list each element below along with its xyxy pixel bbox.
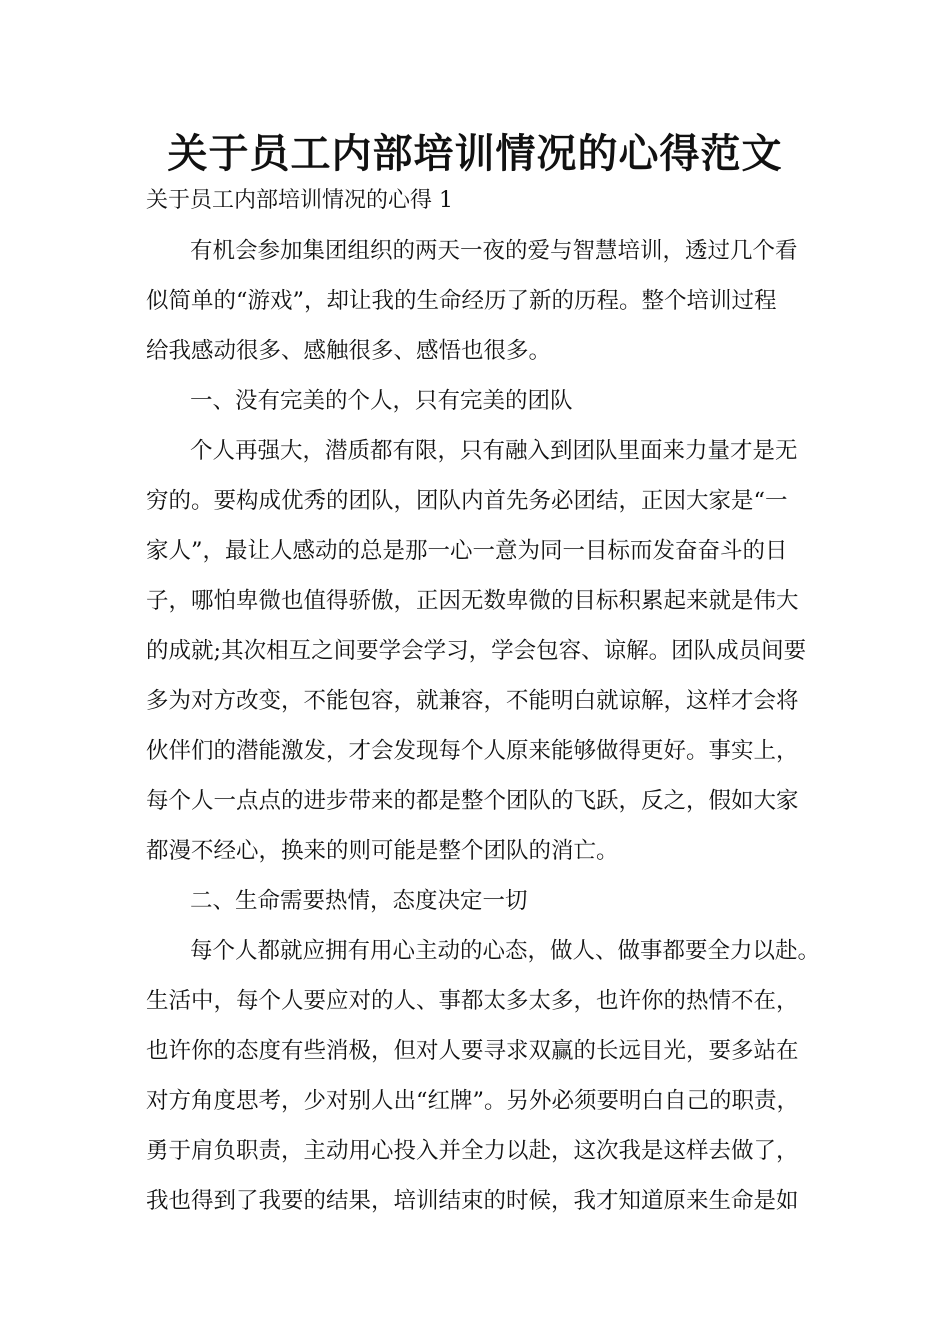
- paragraph-line: 每个人一点点的进步带来的都是整个团队的飞跃，反之，假如大家: [146, 788, 799, 814]
- paragraph-line: 都漫不经心，换来的则可能是整个团队的消亡。: [146, 838, 619, 864]
- paragraph-line: 子，哪怕卑微也值得骄傲，正因无数卑微的目标积累起来就是伟大: [146, 588, 799, 614]
- paragraph-line: 对方角度思考，少对别人出“红牌”。另外必须要明白自己的职责，: [146, 1088, 800, 1114]
- paragraph-line: 勇于肩负职责，主动用心投入并全力以赴，这次我是这样去做了，: [146, 1138, 799, 1164]
- paragraph-line: 有机会参加集团组织的两天一夜的爱与智慧培训，透过几个看: [190, 238, 798, 264]
- document-subtitle: 关于员工内部培训情况的心得 1: [146, 188, 453, 213]
- paragraph-line: 个人再强大，潜质都有限，只有融入到团队里面来力量才是无: [190, 438, 798, 464]
- paragraph-line: 每个人都就应拥有用心主动的心态，做人、做事都要全力以赴。: [190, 938, 821, 964]
- section-heading: 二、生命需要热情，态度决定一切: [190, 888, 528, 914]
- paragraph-line: 伙伴们的潜能激发，才会发现每个人原来能够做得更好。事实上，: [146, 738, 799, 764]
- paragraph-line: 给我感动很多、感触很多、感悟也很多。: [146, 338, 552, 364]
- paragraph-line: 家人”，最让人感动的总是那一心一意为同一目标而发奋奋斗的日: [146, 538, 788, 564]
- paragraph-line: 生活中，每个人要应对的人、事都太多太多，也许你的热情不在，: [146, 988, 799, 1014]
- paragraph-line: 也许你的态度有些消极，但对人要寻求双赢的长远目光，要多站在: [146, 1038, 799, 1064]
- paragraph-line: 似简单的“游戏”，却让我的生命经历了新的历程。整个培训过程: [146, 288, 777, 314]
- document-title: 关于员工内部培训情况的心得范文: [167, 131, 783, 177]
- paragraph-line: 多为对方改变，不能包容，就兼容，不能明白就谅解，这样才会将: [146, 688, 799, 714]
- paragraph-line: 我也得到了我要的结果，培训结束的时候，我才知道原来生命是如: [146, 1188, 799, 1214]
- paragraph-line: 穷的。要构成优秀的团队，团队内首先务必团结，正因大家是“一: [146, 488, 788, 514]
- paragraph-line: 的成就;其次相互之间要学会学习，学会包容、谅解。团队成员间要: [146, 638, 807, 664]
- section-heading: 一、没有完美的个人，只有完美的团队: [190, 388, 573, 414]
